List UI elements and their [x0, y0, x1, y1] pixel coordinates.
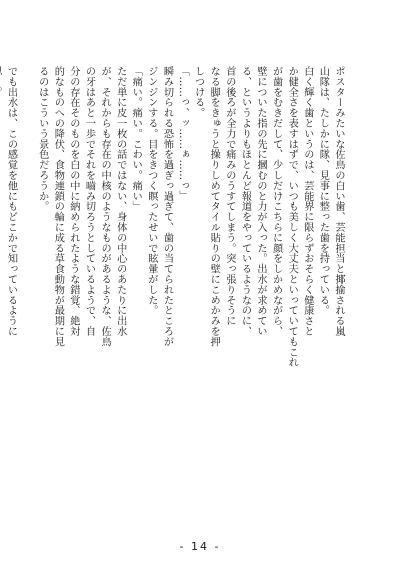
text-line: ただ単に皮一枚の話ではない、身体の中心のあたりに出水	[114, 66, 126, 337]
text-line: 「痛い。痛い。こわい。痛い」	[130, 66, 142, 212]
page-number: - 14 -	[179, 540, 221, 553]
text-line	[19, 66, 35, 538]
text-line: でも出水は、この感覚を他にもどこかで知っているように	[5, 66, 17, 337]
text-line: なる脚をきゅうと操りしめてタイル貼りの壁にこめかみを押	[208, 66, 220, 347]
text-line: る、というよりもほとんど報道をやっているようなのに、	[239, 66, 251, 337]
text-line: 分の存在そのものを白の中に納められたような錯覚、絶対	[67, 66, 79, 337]
text-line: 「……っ、ッ……ぁ……っ」	[177, 66, 189, 202]
text-line: か健全さを表すはずで、いつも美しく大丈夫といっていてもこれ	[286, 66, 298, 368]
text-line: るのはこういう景色だろうか。	[36, 66, 48, 212]
text-line: ポスターみたいな佐鳥の白い歯、芸能担当と揶揄される嵐	[333, 66, 344, 337]
text-line: 白く輝く歯というのは、芸能界に限らずおそらく健康さと	[301, 66, 313, 337]
text-line: が、それからも存在の中核のようなものがあるような、佐鳥	[99, 66, 111, 347]
text-line: 的なものへの降伏、食物連鎖の輪に成る草食動物が最期に見	[52, 66, 64, 347]
text-line: 山隊は、たしかに隊、見事に整った歯を持っている。	[317, 66, 329, 316]
text-line: しつける。	[192, 66, 204, 118]
text-line: の牙はあと一歩でそれを嚙み切ろうとしているようで、自	[83, 66, 95, 337]
text-line: 瞬み切られる恐怖を過ぎっ過ぎて、歯の当てられたところが	[161, 66, 173, 347]
text-line: が歯をむきだして、少しだけこちらに顔をしかめながら、	[270, 66, 282, 337]
text-line: 壁についた指の先に摑むのと力が入った。出水が求めてい	[255, 66, 267, 337]
text-line: ジンジンする。目をきつく瞑ったせいで眩暈がした。	[145, 66, 157, 316]
text-line: 首の後ろが全力で痛みのうすてしまう。突っ張りそうに	[223, 66, 235, 326]
vertical-text-body	[5, 66, 346, 538]
